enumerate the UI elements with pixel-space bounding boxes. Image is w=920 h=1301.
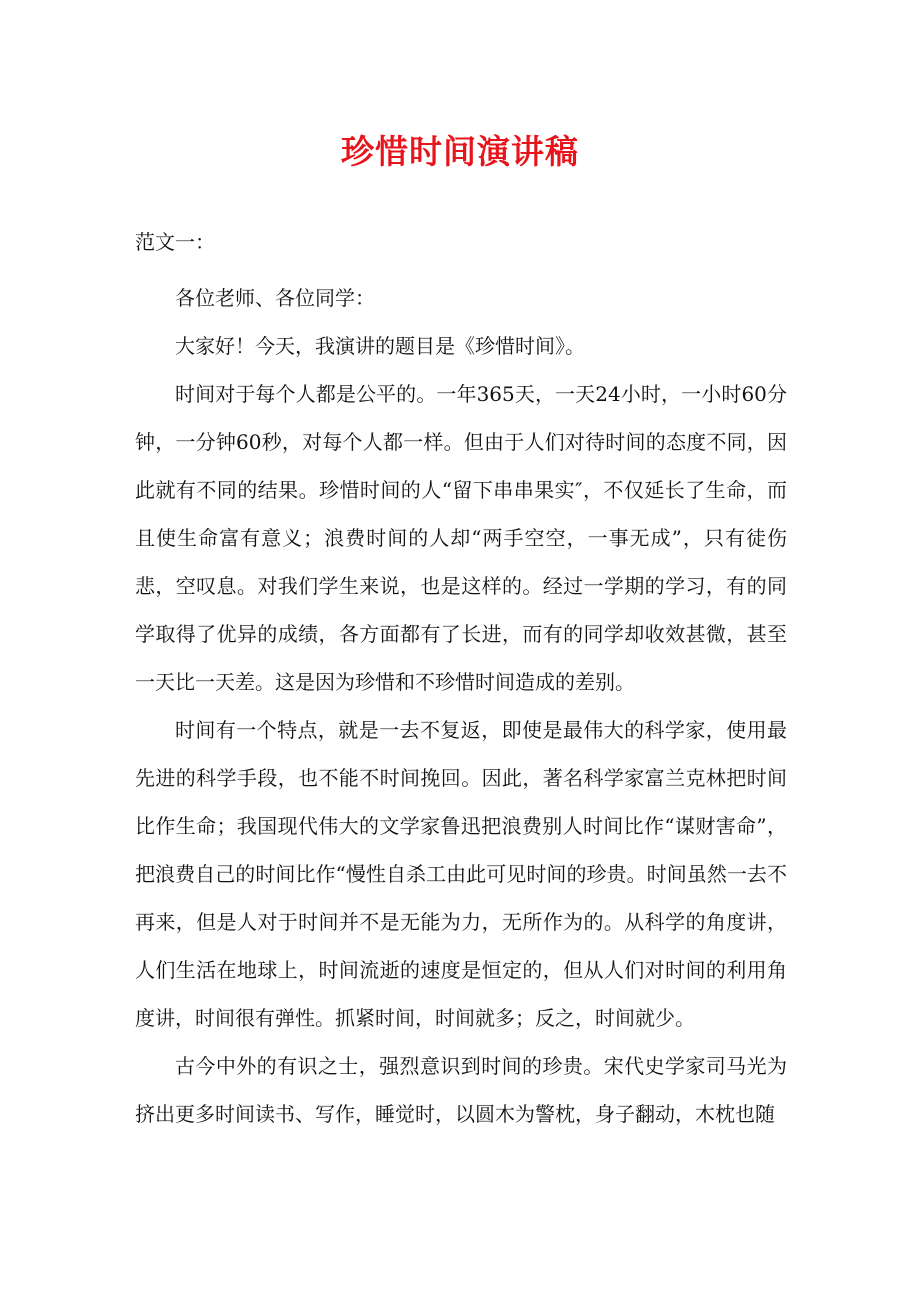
- body-paragraph: 时间对于每个人都是公平的。一年365天，一天24小时，一小时60分钟，一分钟60秒，对每个人都一样。但由于人们对待时间的态度不同，因此就有不同的结果。珍惜时间的人“留下串串果实″，不仅延长了生命，而且使生命富有意义；浪费时间的人却“两手空空，一事无成”，只有徒伤悲，空叹息。对我们学生来说，也是这样的。经过一学期的学习，有的同学取得了优异的成绩，各方面都有了长进，而有的同学却收效甚微，甚至一天比一天差。这是因为珍惜和不珍惜时间造成的差别。: [135, 382, 787, 694]
- body-paragraph: 古今中外的有识之士，强烈意识到时间的珍贵。宋代史学家司马光为挤出更多时间读书、写作，睡觉时，以圆木为警枕，身子翻动，木枕也随: [135, 1054, 787, 1126]
- salutation-paragraph: 各位老师、各位同学：: [175, 286, 375, 310]
- page-title: 珍惜时间演讲稿: [341, 132, 579, 171]
- section-label: 范文一：: [135, 230, 215, 254]
- greeting-paragraph: 大家好！今天，我演讲的题目是《珍惜时间》。: [175, 334, 585, 358]
- body-paragraph: 时间有一个特点，就是一去不复返，即使是最伟大的科学家，使用最先进的科学手段，也不能不时间挽回。因此，著名科学家富兰克林把时间比作生命；我国现代伟大的文学家鲁迅把浪费别人时间比作“谋财害命”，把浪费自己的时间比作“慢性自杀工由此可见时间的珍贵。时间虽然一去不再来，但是人对于时间并不是无能为力，无所作为的。从科学的角度讲，人们生活在地球上，时间流逝的速度是恒定的，但从人们对时间的利用角度讲，时间很有弹性。抓紧时间，时间就多；反之，时间就少。: [135, 718, 787, 1030]
- document-body: [135, 274, 787, 1138]
